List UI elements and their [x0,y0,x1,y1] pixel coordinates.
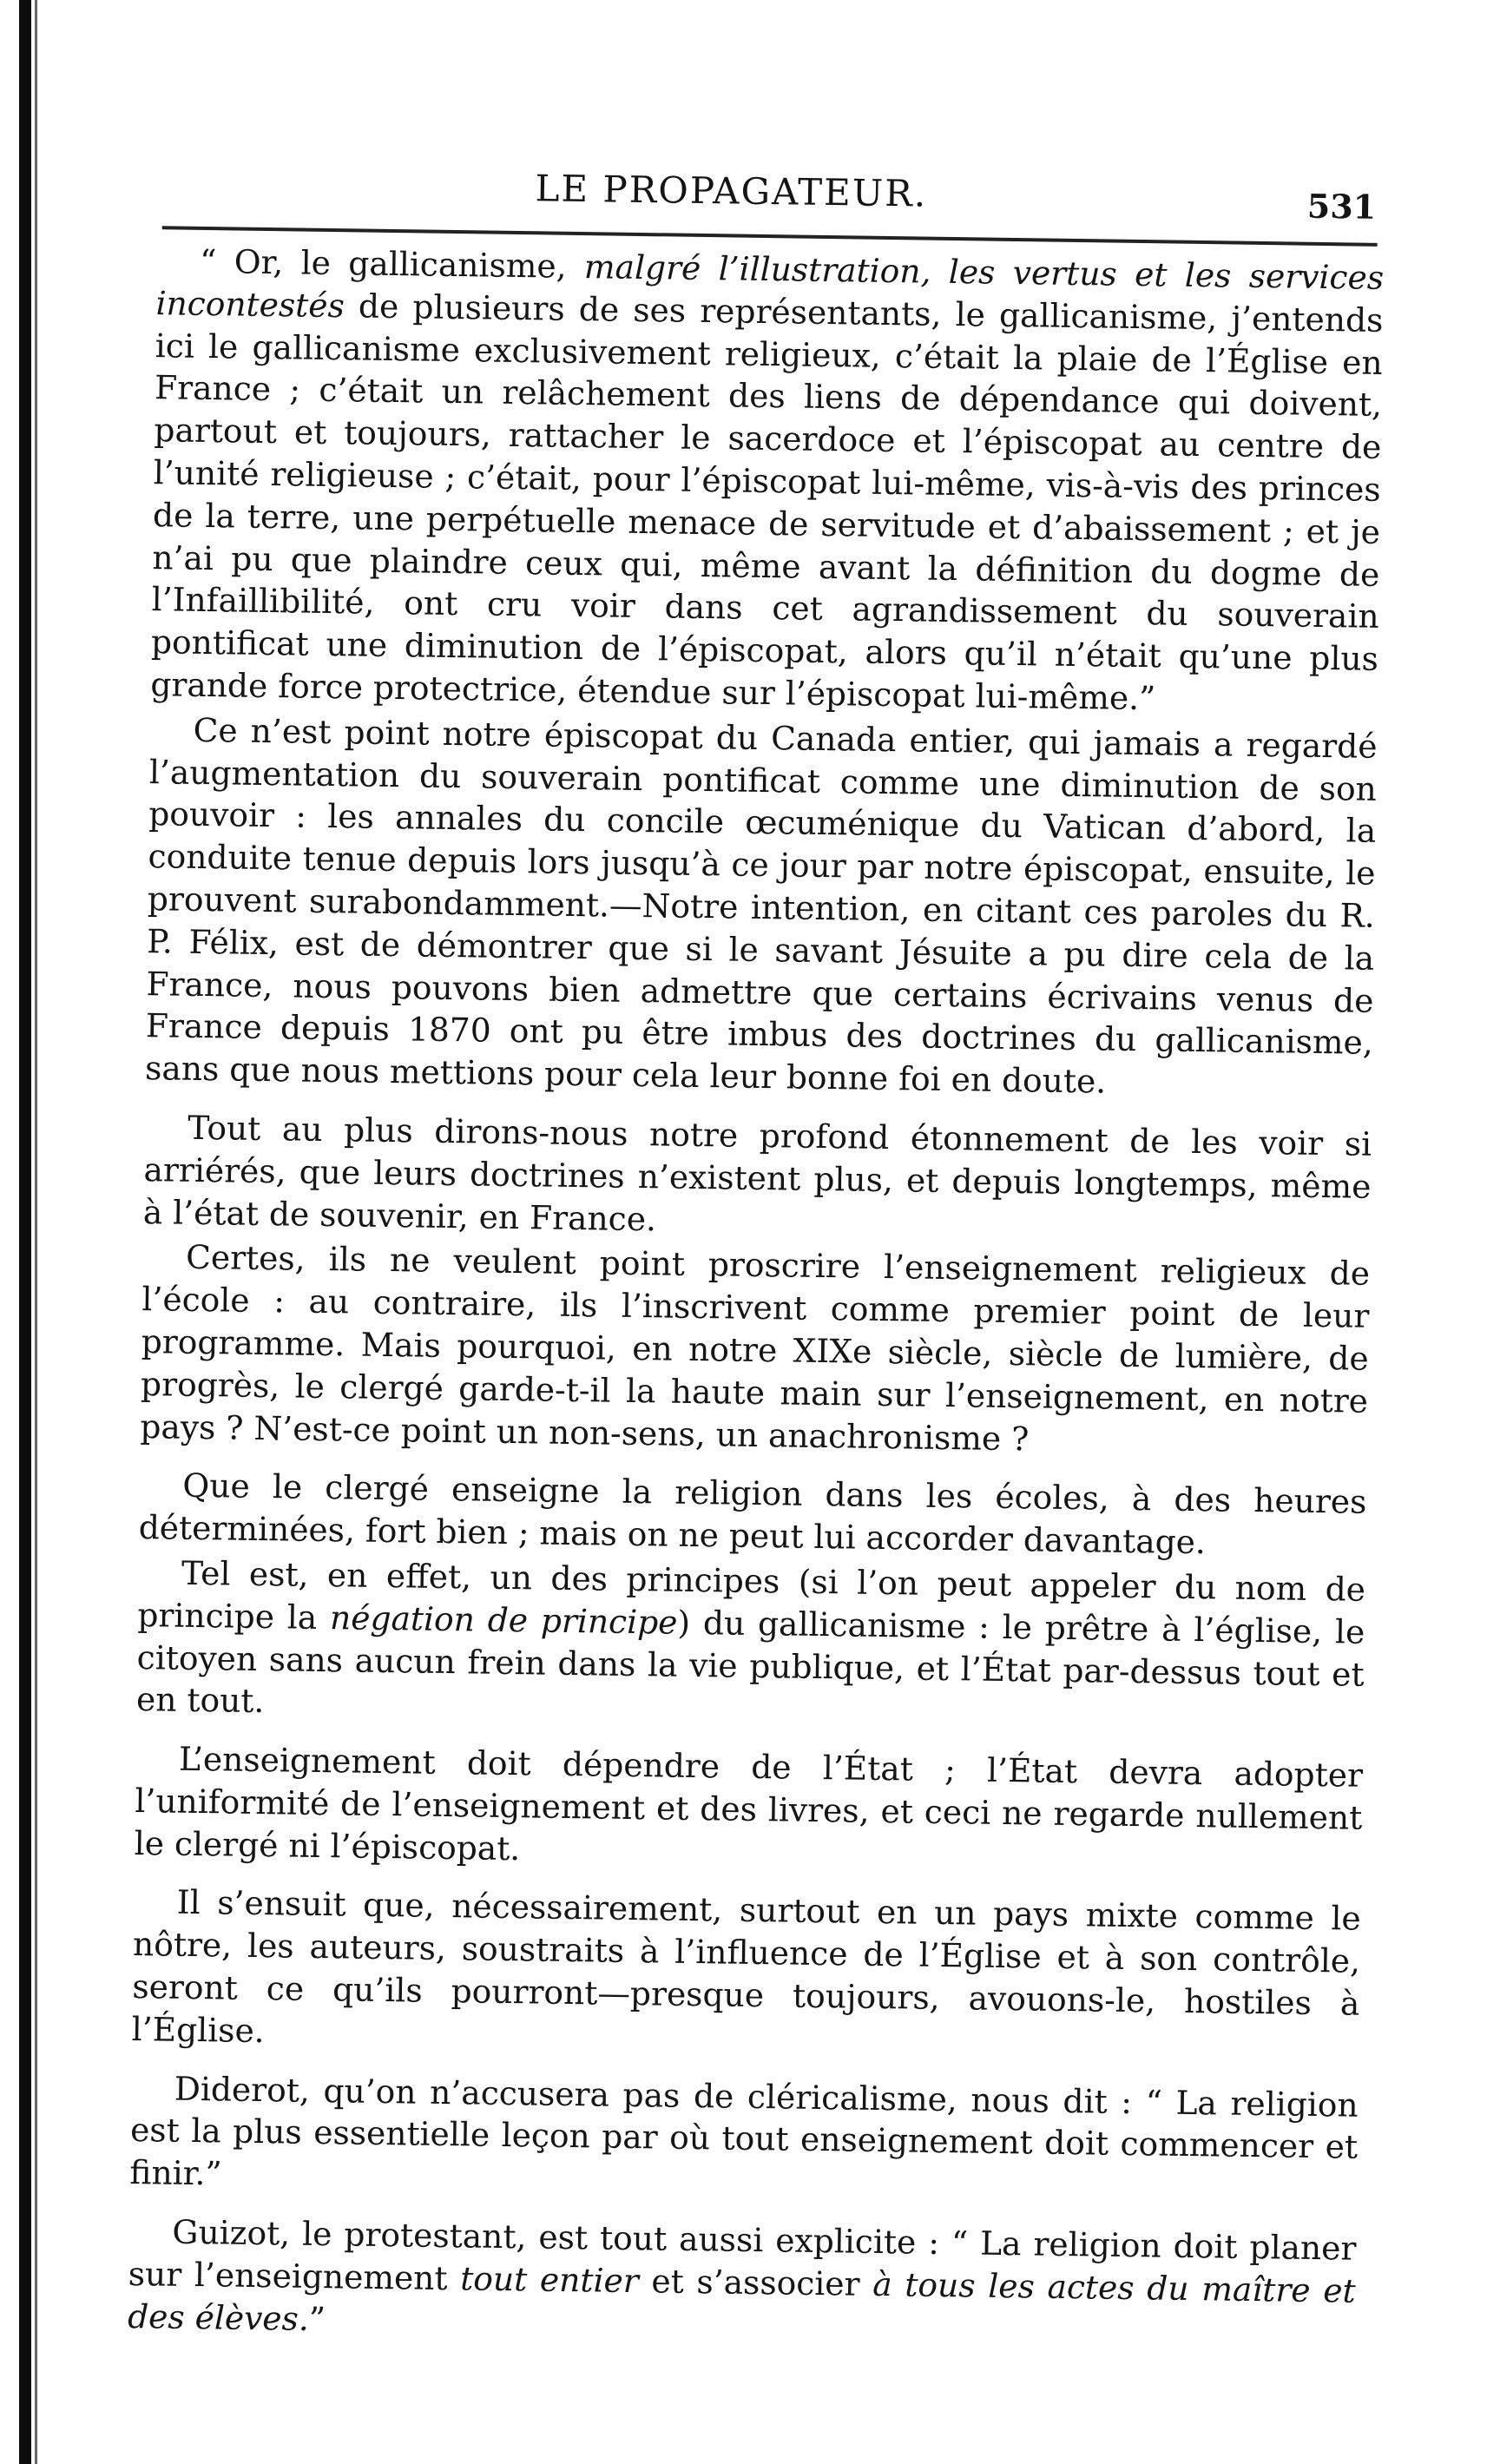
paragraph [131,1881,1361,2067]
text-run: Ce n’est point notre épiscopat du Canada entier, qui jamais a regardé l’augmentation du souverain pontificat comme une diminution de son pouvoir : les annales du concile œcuménique du Vatican d’abord, la conduite tenue depuis lors jusqu’à ce jour par notre épiscopat, ensuite, le prouvent surabondamment.—Notre intention, en citant ces paroles du R. P. Félix, est de démontrer que si le savant Jésuite a pu dire cela de la France, nous pouvons bien admettre que certains écrivains venus de France depuis 1870 ont pu être imbus des doctrines du gallicanisme, sans que nous mettions pour cela leur bonne foi en doute. [144,710,1378,1101]
running-title: LE PROPAGATEUR. [535,167,928,215]
text-run: Certes, ils ne veulent point proscrire l’enseignement religieux de l’école : au contraire, ils l’inscrivent comme premier point de leur programme. Mais pourquoi, en notre XIXe siècle, siècle de lumière, de progrès, le clergé garde-t-il la haute main sur l’enseignement, en notre pays ? N’est-ce point un non-sens, un anachronisme ? [140,1238,1371,1458]
paragraph [129,2067,1359,2211]
text-run: et s’associer [638,2262,873,2303]
body-text [115,240,1395,2355]
text-run: de plusieurs de ses représentants, le gallicanisme, j’entends ici le gallicanisme exclusivement religieux, c’était la plaie de l’Église en France ; c’était un relâchement des liens de dépendance qui doivent, partout et toujours, rattacher le sacerdoce et l’épiscopat au centre de l’unité religieuse ; c’était, pour l’épiscopat lui-même, vis-à-vis des princes de la terre, une perpétuelle menace de servitude et d’abaissement ; et je n’ai pu que plaindre ceux qui, même avant la définition du dogme de l’Infaillibilité, ont cru voir dans cet agrandissement du souverain pontificat une diminution de l’épiscopat, alors qu’il n’était qu’une plus grande force protectrice, étendue sur l’épiscopat lui-même.” [150,287,1384,718]
italic-text: malgré l’illustration, les vertus et les services incontestés [155,247,1385,326]
text-run: Tout au plus dirons-nous notre profond étonnement de les voir si arriérés, que leurs doctrines n’existent plus, et depuis longtemps, même à l’état de souvenir, en France. [142,1108,1372,1238]
paragraph [140,1235,1370,1465]
text-run: ” [308,2299,326,2338]
paragraph [138,1464,1366,1565]
text-run: Diderot, qu’on n’accusera pas de cléricalisme, nous dit : “ La religion est la plus essentielle leçon par où tout enseignement doit commencer et finir.” [129,2069,1359,2193]
text-run: “ Or, le gallicanisme, [199,241,585,287]
paragraph [143,1106,1372,1250]
italic-text: négation de principe [329,1598,678,1642]
text-run: ) du gallicanisme : le prêtre à l’église, le citoyen sans aucun frein dans la vie publique, et l’État par-dessus tout et en tout. [135,1603,1365,1721]
text-run: Il s’ensuit que, nécessairement, surtout en un pays mixte comme le nôtre, les auteurs, soustraits à l’influence de l’Église et à son contrôle, seront ce qu’ils pourront—presque toujours, avouons-le, hostiles à l’Église. [131,1883,1361,2050]
text-run: Guizot, le protestant, est tout aussi explicite : “ La religion doit planer sur l’enseignement [128,2212,1357,2298]
paragraph [134,1737,1363,1881]
book-spine-shadow [19,0,31,2464]
italic-text: à tous les actes du maître et des élèves. [127,2264,1356,2338]
paragraph [136,1552,1366,1738]
paragraph [145,708,1378,1107]
text-run: L’enseignement doit dépendre de l’État ; l’État devra adopter l’uniformité de l’enseignement et des livres, et ceci ne regarde nullement le clergé ni l’épiscopat. [134,1739,1364,1868]
book-page [115,148,1396,2355]
paragraph [128,2210,1357,2355]
book-gutter-edge [35,0,37,2464]
text-run: Que le clergé enseigne la religion dans les écoles, à des heures déterminées, fort bien ; mais on ne peut lui accorder davantage. [138,1466,1367,1562]
page-number: 531 [1306,186,1377,227]
text-run: Tel est, en effet, un des principes (si l’on peut appeler du nom de principe la [137,1553,1366,1637]
paragraph [150,240,1384,722]
italic-text: tout entier [459,2259,640,2301]
